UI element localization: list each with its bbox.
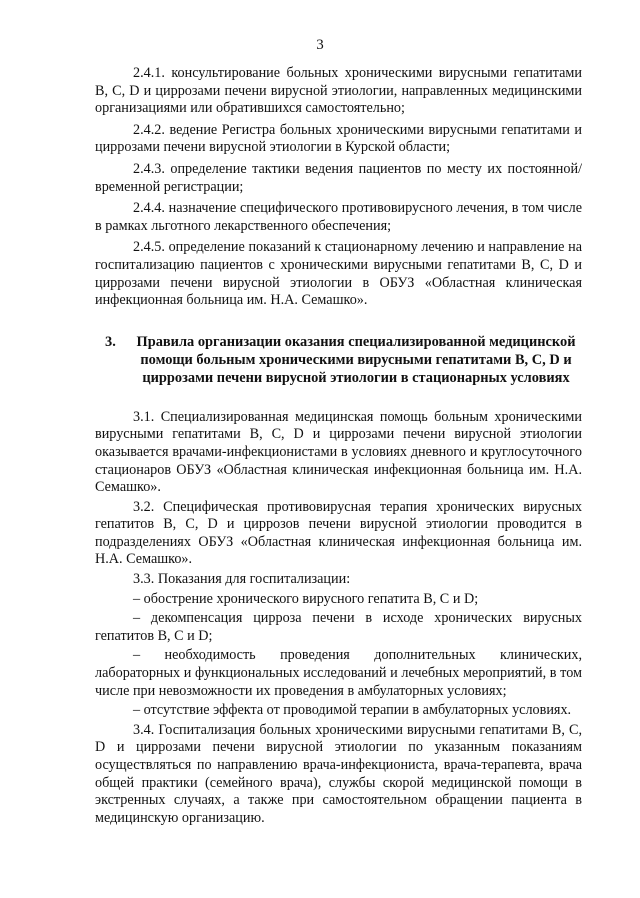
indication-item: – декомпенсация цирроза печени в исходе хронических вирусных гепатитов В, С и D; <box>95 610 582 644</box>
section-title-line: Правила организации оказания специализированной медицинской <box>136 333 576 350</box>
item-text: определение показаний к стационарному лечению и направление на госпитализацию пациентов с хроническими вирусными гепатитами В, С, D и циррозами печени вирусной этиологии в ОБУЗ «Областная клиническая инфекционная больница им. Н.А. Семашко». <box>95 239 582 309</box>
section-3-heading <box>95 333 582 387</box>
item-2-4-3 <box>95 161 582 196</box>
section-title-line: помощи больным хроническими вирусными гепатитами В, С, D и <box>140 351 572 368</box>
item-2-4-1 <box>95 65 582 118</box>
indication-item: – обострение хронического вирусного гепатита В, С и D; <box>133 590 479 607</box>
section-number: 3. <box>105 333 116 350</box>
paragraph-3-3: 3.3. Показания для госпитализации: <box>133 571 351 588</box>
item-2-4-4 <box>95 200 582 235</box>
item-number: 2.4.3. <box>133 160 165 177</box>
item-2-4-2 <box>95 122 582 157</box>
paragraph-3-1: 3.1. Специализированная медицинская помощь больным хроническими вирусными гепатитами В, С, D и циррозами печени вирусной этиологии оказывается врачами-инфекционистами в условиях дневного и круглосуточного стационаров ОБУЗ «Областная клиническая инфекционная больница им. Н.А. Семашко». <box>95 408 582 496</box>
item-text: определение тактики ведения пациентов по месту их постоянной/временной регистрации; <box>95 160 583 195</box>
item-2-4-5 <box>95 239 582 309</box>
indication-item: – необходимость проведения дополнительных клинических, лабораторных и функциональных исследований и лечебных мероприятий, в том числе при невозможности их проведения в амбулаторных условиях; <box>95 647 582 699</box>
section-3-body <box>95 409 582 828</box>
page-number: 3 <box>316 37 324 53</box>
paragraph-3-2: 3.2. Специфическая противовирусная терапия хронических вирусных гепатитов В, С, D и циррозов печени вирусной этиологии проводится в подразделениях ОБУЗ «Областная клиническая инфекционная больница им. Н.А. Семашко». <box>95 498 582 568</box>
item-number: 2.4.1. <box>133 65 165 81</box>
item-text: консультирование больных хроническими вирусными гепатитами В, С, D и циррозами печени вирусной этиологии, направленных медицинскими организациями или обратившихся самостоятельно; <box>95 65 582 117</box>
section-2-items <box>95 65 582 310</box>
item-number: 2.4.4. <box>133 200 165 217</box>
document-body <box>95 65 582 829</box>
item-text: ведение Регистра больных хроническими вирусными гепатитами и циррозами печени вирусной этиологии в Курской области; <box>95 121 582 156</box>
indication-item: – отсутствие эффекта от проводимой терапии в амбулаторных условиях. <box>133 702 572 719</box>
item-number: 2.4.5. <box>133 239 165 256</box>
item-number: 2.4.2. <box>133 121 165 138</box>
item-text: назначение специфического противовирусного лечения, в том числе в рамках льготного лекарственного обеспечения; <box>95 200 583 234</box>
section-title-line: циррозами печени вирусной этиологии в стационарных условиях <box>142 369 570 386</box>
paragraph-3-4: 3.4. Госпитализация больных хроническими вирусными гепатитами В, С, D и циррозами печени вирусной этиологии по указанным показаниям осуществляться по направлению врача-инфекциониста, врача-терапевта, врача общей практики (семейного врача), службы скорой медицинской помощи в экстренных случаях, а также при самостоятельном обращении пациента в медицинскую организацию. <box>95 721 582 826</box>
